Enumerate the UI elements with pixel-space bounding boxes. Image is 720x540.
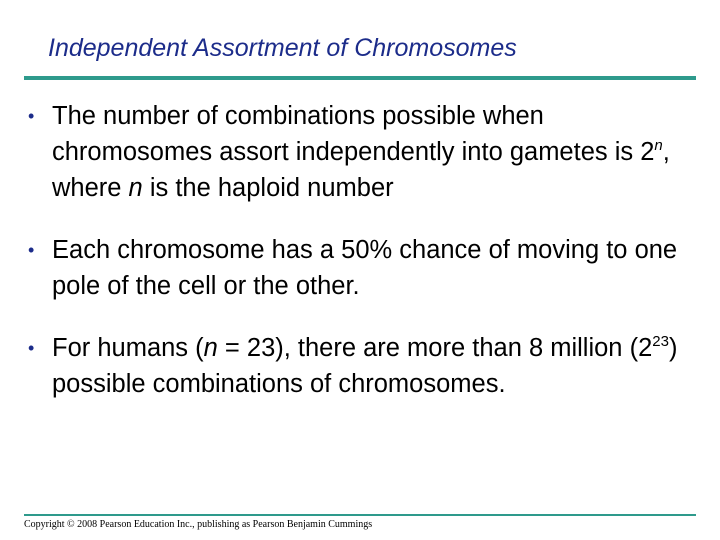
title-divider: [24, 76, 696, 80]
bullet-item-chance: [24, 232, 704, 304]
bullet-item-humans: [24, 330, 704, 402]
bullet-text: = 23), there are more than 8 million (2: [217, 334, 653, 362]
italic-variable: n: [203, 334, 218, 362]
bullet-text: , where: [52, 138, 670, 202]
superscript-exponent: 23: [652, 333, 669, 350]
copyright-footer: Copyright © 2008 Pearson Education Inc., publishing as Pearson Benjamin Cummings: [24, 519, 373, 530]
bullet-text: is the haploid number: [142, 174, 394, 202]
italic-variable: n: [128, 174, 143, 202]
bullet-item-combinations: [24, 98, 704, 206]
superscript-exponent: n: [654, 137, 663, 154]
slide-title: Independent Assortment of Chromosomes: [48, 34, 517, 62]
footer-divider: [24, 514, 696, 516]
bullet-list: [24, 98, 704, 428]
bullet-text: The number of combinations possible when chromosomes assort independently into gametes is 2: [52, 102, 655, 166]
bullet-marker: •: [28, 106, 35, 126]
bullet-text: ) possible combinations of chromosomes.: [52, 334, 678, 398]
bullet-marker: •: [28, 240, 35, 260]
bullet-marker: •: [28, 338, 35, 358]
bullet-text: Each chromosome has a 50% chance of moving to one pole of the cell or the other.: [52, 236, 678, 300]
bullet-text: For humans (: [52, 334, 204, 362]
